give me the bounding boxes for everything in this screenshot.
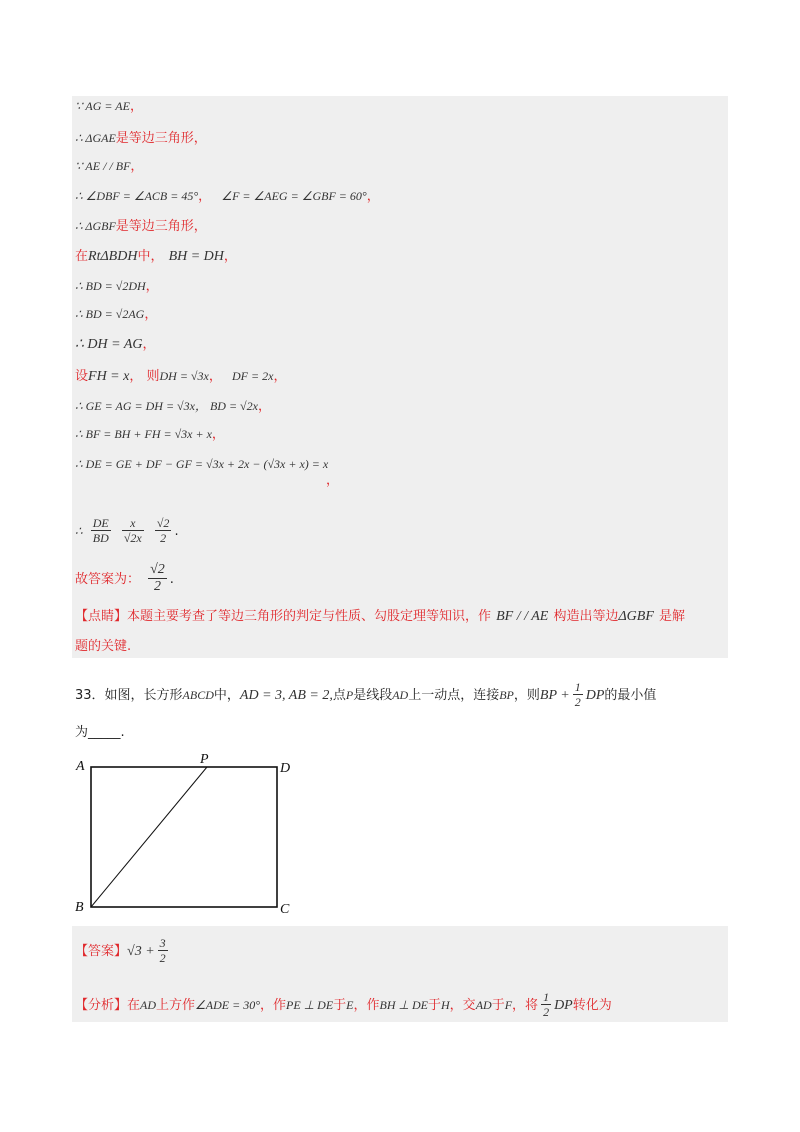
analysis-text: ，作 [260,998,287,1013]
denominator: 2 [159,951,166,965]
math: ∴ DH = AG [75,337,143,352]
answer-label: 【答案】 [75,944,128,959]
punct: ， [223,249,237,264]
math: BH ⊥ DE [379,998,428,1012]
punct: ， [130,159,144,174]
math: ∴ DE = GE + DF − GF = √3x + 2x − (√3x + x) = x [75,457,329,471]
math: BH = DH [168,249,224,264]
math: ∠F = ∠AEG = ∠GBF = 60° [221,189,367,203]
denominator: BD [92,531,109,545]
problem-text: 点 [332,688,346,703]
punct: ， [144,307,158,322]
math: √3 + [127,944,155,959]
analysis-text: 于 [491,998,505,1013]
math: E [346,998,354,1012]
analysis-text: 上方作 [156,998,196,1013]
half-fraction [541,990,551,1019]
math: BP [499,688,514,702]
math: AD [392,688,409,702]
comment-line-1 [75,602,685,628]
punct: ， [198,189,212,204]
solution-line-7 [75,272,159,298]
label-a: A [76,759,85,774]
math: P [345,688,354,702]
label-c: C [280,902,290,917]
analysis-text: ，作 [353,998,380,1013]
half-fraction [573,680,583,709]
problem-line-2 [75,718,125,744]
math: BP + [539,688,570,703]
math: DP [585,688,605,703]
math: ∴ ΔGAE [75,131,116,145]
solution-line-10 [75,362,286,388]
math: AD [475,998,492,1012]
numerator: x [122,516,144,531]
text: 中， [137,249,164,264]
label-p: P [200,752,209,767]
numerator: √2 [150,562,165,577]
solution-line-2 [75,124,207,150]
solution-line-4 [75,182,380,208]
analysis-text: ，将 [512,998,539,1013]
solution-line-12 [75,420,225,446]
comment-text: 题的关键. [75,639,132,654]
math: ΔGBF [618,609,654,624]
numerator: DE [92,516,109,530]
solution-line-1 [75,92,143,118]
fraction-root2-2 [155,516,172,545]
solution-answer-line [75,558,174,598]
numerator: 3 [159,936,166,950]
denominator: 2 [543,1005,550,1019]
answer-fraction [148,562,167,595]
solution-line-13 [75,450,328,476]
problem-text: 的最小值 [604,688,657,703]
comment-text: 是解 [658,609,685,624]
text: ， 则 [129,369,160,384]
punct: ， [273,369,287,384]
math: ∴ ∠DBF = ∠ACB = 45° [75,189,199,203]
rectangle-figure [70,750,310,920]
problem-text: 33．如图，长方形 [75,688,183,703]
punct: ， [366,189,380,204]
math: DH = √3x [159,369,209,383]
punct: ， [257,399,271,414]
math: F [504,998,513,1012]
fraction-x-root2x [122,516,144,545]
answer-fraction [158,936,168,965]
math: DF = 2x [232,369,274,383]
math: ∴ [75,524,83,538]
punct: ， [142,337,156,352]
solution-line-9 [75,330,156,356]
comment-line-2 [75,632,131,658]
math: RtΔBDH [88,249,138,264]
text: 是等边三角形， [115,219,207,234]
math: ∴ BD = √2AG [75,307,145,321]
math: AD [140,998,157,1012]
problem-text: 中， [213,688,240,703]
punct: ， [326,473,340,488]
rectangle-abcd [91,767,277,907]
solution-line-6 [75,242,237,268]
analysis-text: 在 [127,998,141,1013]
math: ∵ AE / / BF [75,159,131,173]
math: ∴ BF = BH + FH = √3x + x [75,427,212,441]
denominator: √2x [123,531,142,545]
problem-text: 为_____. [75,725,125,740]
solution-line-14 [75,510,179,550]
math: ∠ADE = 30° [195,998,261,1012]
analysis-text: ，交 [449,998,476,1013]
math: FH = x [88,369,130,384]
analysis-text: 转化为 [572,998,612,1013]
math: ∴ GE = AG = DH = √3x， BD = √2x [75,399,258,413]
segment-bp [91,767,207,907]
analysis-text: 于 [427,998,441,1013]
math: ∴ BD = √2DH [75,279,146,293]
text: 设 [75,369,89,384]
math: H [441,998,450,1012]
problem-text: ，则 [513,688,540,703]
math: BF / / AE [496,609,549,624]
math: ∴ ΔGBF [75,219,116,233]
text: 在 [75,249,89,264]
answer-line [75,928,171,972]
fraction-de-bd [91,516,111,545]
solution-line-3 [75,152,143,178]
math: AD = 3, AB = 2, [239,688,333,703]
punct: . [169,572,174,587]
text: 是等边三角形， [115,131,207,146]
solution-line-13-end [326,466,339,492]
comment-text: 构造出等边 [553,609,619,624]
problem-text: 上一动点，连接 [408,688,500,703]
math: DP [554,998,573,1013]
solution-line-11 [75,392,271,418]
solution-line-5 [75,212,207,238]
punct: . [174,524,179,539]
label-d: D [280,761,291,776]
analysis-line [75,984,612,1024]
answer-label: 故答案为： [75,572,141,587]
denominator: 2 [574,695,581,709]
analysis-text: 于 [333,998,347,1013]
denominator: 2 [160,531,167,545]
numerator: 1 [574,680,581,694]
comment-text: 【点睛】本题主要考查了等边三角形的判定与性质、勾股定理等知识，作 [75,609,492,624]
punct: ， [211,427,225,442]
math: ∵ AG = AE [75,99,130,113]
punct: ， [145,279,159,294]
numerator: √2 [156,516,170,530]
label-b: B [75,900,84,915]
math: PE ⊥ DE [286,998,334,1012]
solution-line-8 [75,300,157,326]
problem-line-1 [75,674,656,714]
punct: ， [208,369,222,384]
punct: ， [129,99,143,114]
numerator: 1 [543,990,550,1004]
analysis-label: 【分析】 [75,998,128,1013]
problem-text: 是线段 [353,688,393,703]
math: ABCD [182,688,214,702]
denominator: 2 [153,579,161,594]
